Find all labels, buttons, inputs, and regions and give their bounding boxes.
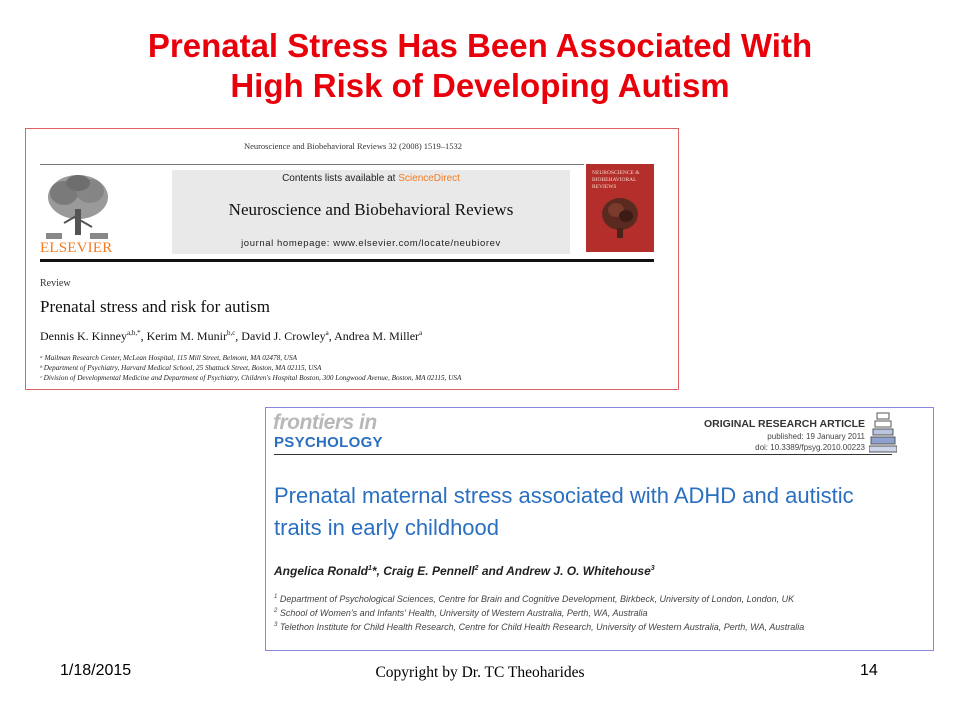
author-affiliation-marker: b,c bbox=[226, 329, 236, 337]
affiliation-line bbox=[274, 622, 804, 632]
author-list: Dennis K. Kinney$^{a,b,*}$, Kerim M. Munir$^{b,c}$, David J. Crowley$^a$, Andrea M. Miller$^a$ bbox=[40, 329, 423, 343]
author-name: Dennis K. Kinney bbox=[40, 329, 127, 343]
slide-title-line-2: High Risk of Developing Autism bbox=[230, 67, 730, 104]
affiliation-text: Department of Psychological Sciences, Centre for Brain and Cognitive Development, Birkbeck, University of London, London, UK bbox=[279, 594, 795, 604]
publication-date: published: 19 January 2011 bbox=[767, 432, 865, 441]
affiliation-number: 2 bbox=[274, 608, 278, 614]
author-name: Angelica Ronald bbox=[274, 564, 369, 578]
contents-line bbox=[172, 173, 570, 184]
author-separator: *, bbox=[371, 564, 384, 578]
author-name: Craig E. Pennell bbox=[383, 564, 475, 578]
author-affiliation-marker: 2 bbox=[474, 565, 479, 572]
affiliation-line bbox=[274, 594, 794, 604]
journal-cover bbox=[586, 164, 654, 252]
footer-date: 1/18/2015 bbox=[60, 662, 132, 679]
journal-banner bbox=[172, 170, 570, 254]
sciencedirect-link[interactable]: ScienceDirect bbox=[398, 173, 460, 184]
affiliation-number: 1 bbox=[274, 594, 278, 600]
article-type: Review bbox=[40, 278, 71, 289]
journal-section-name: PSYCHOLOGY bbox=[274, 434, 383, 451]
elsevier-wordmark: ELSEVIER bbox=[40, 240, 113, 256]
author-name: David J. Crowley bbox=[241, 329, 326, 343]
affiliation-line: ᵃ Mailman Research Center, McLean Hospital, 115 Mill Street, Belmont, MA 02478, USA bbox=[40, 354, 297, 362]
journal-homepage: journal homepage: www.elsevier.com/locate/neubiorev bbox=[241, 238, 501, 249]
affiliation-text: School of Women's and Infants' Health, University of Western Australia, Perth, WA, Australia bbox=[279, 608, 648, 618]
journal-name: Neuroscience and Biobehavioral Reviews bbox=[228, 200, 514, 219]
author-list bbox=[274, 564, 655, 578]
affiliation-line: ᶜ Division of Developmental Medicine and Department of Psychiatry, Children's Hospital Boston, 300 Longwood Avenue, Boston, MA 02115, USA bbox=[40, 374, 462, 382]
frontiers-article-excerpt bbox=[265, 407, 934, 651]
stacked-boxes-icon bbox=[869, 411, 897, 453]
slide-title bbox=[0, 26, 960, 106]
brain-illustration-icon bbox=[596, 192, 644, 242]
divider-thick bbox=[40, 259, 654, 262]
contents-prefix: Contents lists available at bbox=[282, 173, 399, 184]
author-affiliation-marker: a,b,* bbox=[127, 329, 141, 337]
affiliation-line bbox=[274, 608, 647, 618]
journal-citation: Neuroscience and Biobehavioral Reviews 32 (2008) 1519–1532 bbox=[243, 141, 463, 151]
author-affiliation-marker: 3 bbox=[650, 565, 655, 572]
slide-title-line-1: Prenatal Stress Has Been Associated With bbox=[147, 27, 813, 64]
divider bbox=[40, 164, 584, 165]
affiliation-line: ᵇ Department of Psychiatry, Harvard Medical School, 25 Shattuck Street, Boston, MA 02115, USA bbox=[40, 364, 322, 372]
affiliation-text: Telethon Institute for Child Health Research, Centre for Child Health Research, University of Western Australia, Perth, WA, Australia bbox=[279, 622, 805, 632]
author-affiliation-marker: 1 bbox=[368, 565, 372, 572]
author-name: Andrea M. Miller bbox=[334, 329, 420, 343]
author-name: Andrew J. O. Whitehouse bbox=[506, 564, 651, 578]
author-affiliation-marker: a bbox=[325, 329, 329, 337]
slide-number: 14 bbox=[860, 662, 878, 679]
article-type: ORIGINAL RESEARCH ARTICLE bbox=[703, 418, 865, 430]
doi: doi: 10.3389/fpsyg.2010.00223 bbox=[755, 443, 865, 452]
affiliation-number: 3 bbox=[274, 622, 278, 628]
article-title: Prenatal stress and risk for autism bbox=[40, 297, 270, 316]
elsevier-article-excerpt bbox=[25, 128, 679, 390]
author-affiliation-marker: a bbox=[419, 329, 423, 337]
frontiers-wordmark: frontiers in bbox=[273, 411, 377, 434]
author-separator: and bbox=[478, 564, 507, 578]
journal-cover-title: NEUROSCIENCE & BIOBEHAVIORAL REVIEWS bbox=[592, 170, 640, 190]
article-title: Prenatal maternal stress associated with ADHD and autistic traits in early childhood bbox=[274, 483, 854, 540]
divider bbox=[274, 454, 892, 455]
author-name: Kerim M. Munir bbox=[146, 329, 227, 343]
footer-copyright: Copyright by Dr. TC Theoharides bbox=[375, 664, 585, 681]
